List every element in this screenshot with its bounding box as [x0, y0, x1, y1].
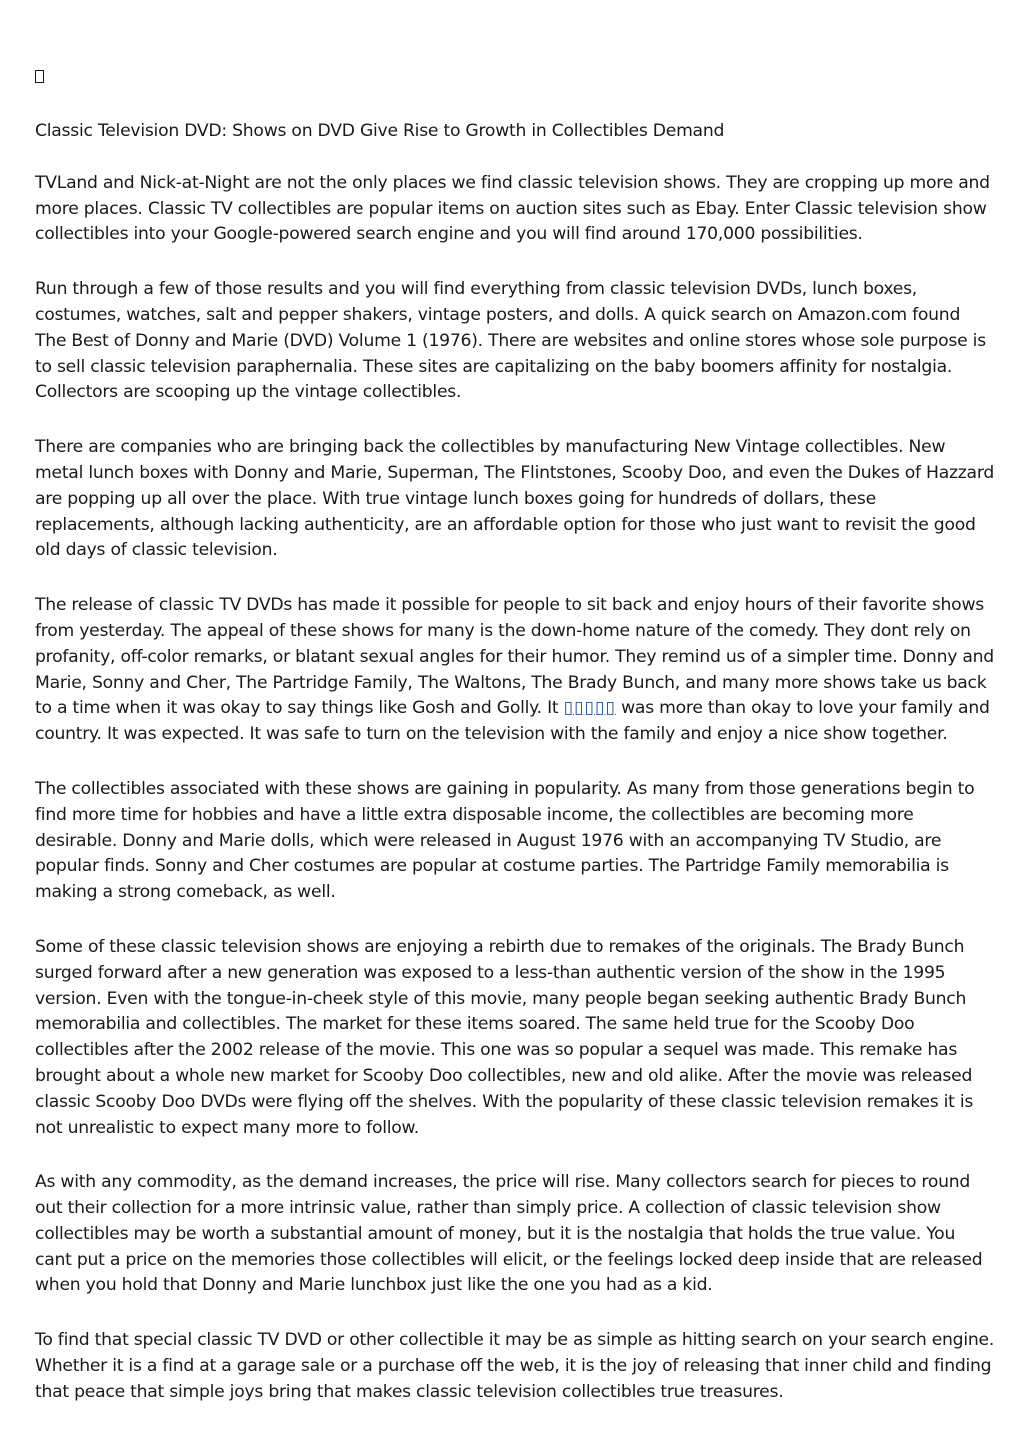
paragraph-2: Run through a few of those results and you will find everything from classic television DVDs, lunch boxes, costumes, watches, salt and pepper shakers, vintage posters, and dolls. A quick search on Amazon.com found The Best of Donny and Marie (DVD) Volume 1 (1976). There are websites and online stores whose sole purpose is to sell classic television paraphernalia. These sites are capitalizing on the baby boomers affinity for nostalgia. Collectors are scooping up the vintage collectibles.: [35, 279, 986, 403]
document-title: Classic Television DVD: Shows on DVD Give Rise to Growth in Collectibles Demand: [35, 121, 725, 141]
paragraph-7: As with any commodity, as the demand increases, the price will rise. Many collectors search for pieces to round out their collection for a more intrinsic value, rather than simply price. A collection of classic television show collectibles may be worth a substantial amount of money, but it is the nostalgia that holds the true value. You cant put a price on the memories those collectibles will elicit, or the feelings locked deep inside that are released when you hold that Donny and Marie lunchbox just like the one you had as a kid.: [35, 1172, 983, 1296]
paragraph-4: [35, 593, 995, 748]
glyph-box: [35, 70, 44, 83]
paragraph-5: The collectibles associated with these shows are gaining in popularity. As many from those generations begin to find more time for hobbies and have a little extra disposable income, the collectibles are becoming more desirable. Donny and Marie dolls, which were released in August 1976 with an accompanying TV Studio, are popular finds. Sonny and Cher costumes are popular at costume parties. The Partridge Family memorabilia is making a strong comeback, as well.: [35, 778, 975, 903]
paragraph-4-text-after: was more than okay to love your family and country. It was expected. It was safe to turn on the television with the family and enjoy a nice show together.: [35, 698, 990, 745]
document-page: [35, 66, 995, 1435]
paragraph-1: TVLand and Nick-at-Night are not the only places we find classic television shows. They are cropping up more and more places. Classic TV collectibles are popular items on auction sites such as Ebay. Enter Classic television show collectibles into your Google-powered search engine and you will find around 170,000 possibilities.: [35, 172, 990, 245]
inline-link[interactable]: ▯▯▯▯▯: [563, 698, 616, 719]
paragraph-8: To find that special classic TV DVD or other collectible it may be as simple as hitting search on your search engine. Whether it is a find at a garage sale or a purchase off the web, it is the joy of releasing that inner child and finding that peace that simple joys bring that makes classic television collectibles true treasures.: [35, 1330, 995, 1402]
paragraph-4-text-before: The release of classic TV DVDs has made it possible for people to sit back and enjoy hours of their favorite shows from yesterday. The appeal of these shows for many is the down-home nature of the comedy. They dont rely on profanity, off-color remarks, or blatant sexual angles for their humor. They remind us of a simpler time. Donny and Marie, Sonny and Cher, The Partridge Family, The Waltons, The Brady Bunch, and many more shows take us back to a time when it was okay to say things like Gosh and Golly. It: [35, 595, 994, 719]
missing-glyph-icon: [35, 66, 995, 86]
paragraph-3: There are companies who are bringing back the collectibles by manufacturing New Vintage collectibles. New metal lunch boxes with Donny and Marie, Superman, The Flintstones, Scooby Doo, and even the Dukes of Hazzard are popping up all over the place. With true vintage lunch boxes going for hundreds of dollars, these replacements, although lacking authenticity, are an affordable option for those who just want to revisit the good old days of classic television.: [35, 437, 995, 561]
paragraph-6: Some of these classic television shows are enjoying a rebirth due to remakes of the originals. The Brady Bunch surged forward after a new generation was exposed to a less-than authentic version of the show in the 1995 version. Even with the tongue-in-cheek style of this movie, many people began seeking authentic Brady Bunch memorabilia and collectibles. The market for these items soared. The same held true for the Scooby Doo collectibles after the 2002 release of the movie. This one was so popular a sequel was made. This remake has brought about a whole new market for Scooby Doo collectibles, new and old alike. After the movie was released classic Scooby Doo DVDs were flying off the shelves. With the popularity of these classic television remakes it is not unrealistic to expect many more to follow.: [35, 936, 974, 1138]
